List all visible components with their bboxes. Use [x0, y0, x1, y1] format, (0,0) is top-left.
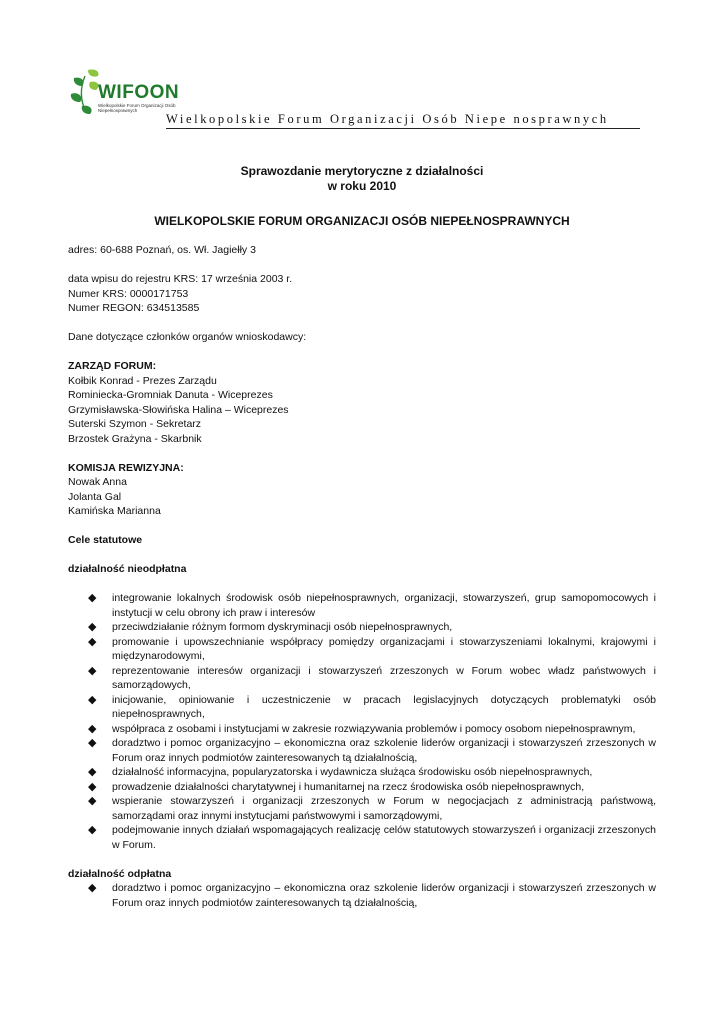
audit-member: Kamińska Marianna — [68, 505, 161, 517]
board-member: Suterski Szymon - Sekretarz — [68, 418, 202, 430]
regon-number: Numer REGON: 634513585 — [68, 302, 200, 314]
board-heading: ZARZĄD FORUM: — [68, 360, 157, 372]
diamond-bullet-icon: ◆ — [88, 780, 97, 793]
report-title — [68, 164, 656, 194]
unpaid-activity-list — [68, 591, 656, 852]
address: adres: 60-688 Poznań, os. Wł. Jagiełły 3 — [68, 244, 256, 256]
list-item: ◆ prowadzenie działalności charytatywnej i humanitarnej na rzecz środowiska osób niepełnosprawnych, — [88, 780, 585, 793]
list-item: ◆ doradztwo i pomoc organizacyjno – ekonomiczna oraz szkolenie liderów organizacji i stowarzyszeń zrzeszonych w Forum oraz innych podmiotów zainteresowanych tą działalnością, — [88, 882, 656, 909]
paid-activity-list — [68, 881, 656, 910]
leaf-logo-icon — [68, 66, 102, 118]
report-title-line2: w roku 2010 — [327, 179, 397, 193]
members-intro: Dane dotyczące członków organów wnioskodawcy: — [68, 331, 307, 343]
board-member: Kołbik Konrad - Prezes Zarządu — [68, 374, 217, 387]
diamond-bullet-icon: ◆ — [88, 737, 97, 749]
list-item: ◆ inicjowanie, opiniowanie i uczestniczenie w pracach legislacyjnych dotyczących problematyki osób niepełnosprawnych, — [88, 693, 656, 720]
krs-registration-date: data wpisu do rejestru KRS: 17 września 2003 r. — [68, 273, 293, 285]
diamond-bullet-icon: ◆ — [88, 795, 97, 807]
organization-header-line: Wielkopolskie Forum Organizacji Osób Niepe nosprawnych — [166, 112, 609, 126]
diamond-bullet-icon: ◆ — [88, 693, 97, 706]
document-body — [68, 164, 656, 910]
list-item: ◆ integrowanie lokalnych środowisk osób niepełnosprawnych, organizacji, stowarzyszeń, grup samopomocowych i instytucji w celu obrony ich praw i interesów — [88, 592, 656, 619]
list-item: ◆ podejmowanie innych działań wspomagających realizację celów statutowych stowarzyszeń i organizacji zrzeszonych w Forum. — [88, 824, 656, 851]
list-item: ◆ promowanie i upowszechnianie współpracy pomiędzy organizacjami i stowarzyszeniami lokalnymi, krajowymi i międzynarodowymi, — [88, 635, 656, 662]
diamond-bullet-icon: ◆ — [88, 592, 97, 604]
diamond-bullet-icon: ◆ — [88, 621, 97, 633]
list-item: ◆ działalność informacyjna, popularyzatorska i wydawnicza służąca środowisku osób niepełnosprawnych, — [88, 766, 593, 778]
list-item: ◆ przeciwdziałanie różnym formom dyskryminacji osób niepełnosprawnych, — [88, 621, 453, 633]
organization-name: WIELKOPOLSKIE FORUM ORGANIZACJI OSÓB NIEPEŁNOSPRAWNYCH — [154, 214, 570, 228]
audit-member: Nowak Anna — [68, 476, 127, 488]
report-title-line1: Sprawozdanie merytoryczne z działalności — [240, 164, 484, 178]
paid-activity-heading: działalność odpłatna — [68, 867, 172, 880]
audit-committee-heading: KOMISJA REWIZYJNA: — [68, 461, 184, 474]
diamond-bullet-icon: ◆ — [88, 722, 97, 735]
diamond-bullet-icon: ◆ — [88, 824, 97, 836]
board-member: Rominiecka-Gromniak Danuta - Wiceprezes — [68, 389, 273, 401]
logo-text: WIFOON — [98, 82, 180, 103]
list-item: ◆ współpraca z osobami i instytucjami w zakresie rozwiązywania problemów i pomocy osobom niepełnosprawnym, — [88, 722, 636, 735]
list-item: ◆ doradztwo i pomoc organizacyjno – ekonomiczna oraz szkolenie liderów organizacji i stowarzyszeń zrzeszonych w Forum oraz innych podmiotów zainteresowanych tą działalnością, — [88, 737, 656, 764]
statutory-goals-heading: Cele statutowe — [68, 534, 143, 546]
diamond-bullet-icon: ◆ — [88, 664, 97, 677]
document-header — [68, 66, 648, 130]
board-member: Brzostek Grażyna - Skarbnik — [68, 432, 202, 445]
diamond-bullet-icon: ◆ — [88, 882, 97, 894]
header-divider — [166, 128, 640, 129]
unpaid-activity-heading: działalność nieodpłatna — [68, 563, 187, 575]
list-item: ◆ reprezentowanie interesów organizacji i stowarzyszeń zrzeszonych w Forum wobec władz państwowych i samorządowych, — [88, 664, 656, 691]
board-member: Grzymisławska-Słowińska Halina – Wiceprezes — [68, 403, 289, 416]
wifoon-logo — [68, 66, 178, 118]
audit-member: Jolanta Gal — [68, 490, 122, 503]
krs-number: Numer KRS: 0000171753 — [68, 287, 189, 300]
logo-subtitle: Wielkopolskie Forum Organizacji Osób Niepełnosprawnych — [98, 103, 176, 113]
diamond-bullet-icon: ◆ — [88, 635, 97, 648]
diamond-bullet-icon: ◆ — [88, 766, 97, 778]
list-item: ◆ wspieranie stowarzyszeń i organizacji zrzeszonych w Forum w negocjacjach z administracją państwową, samorządami oraz innymi instytucjami państwowymi i samorządowymi, — [88, 795, 656, 822]
